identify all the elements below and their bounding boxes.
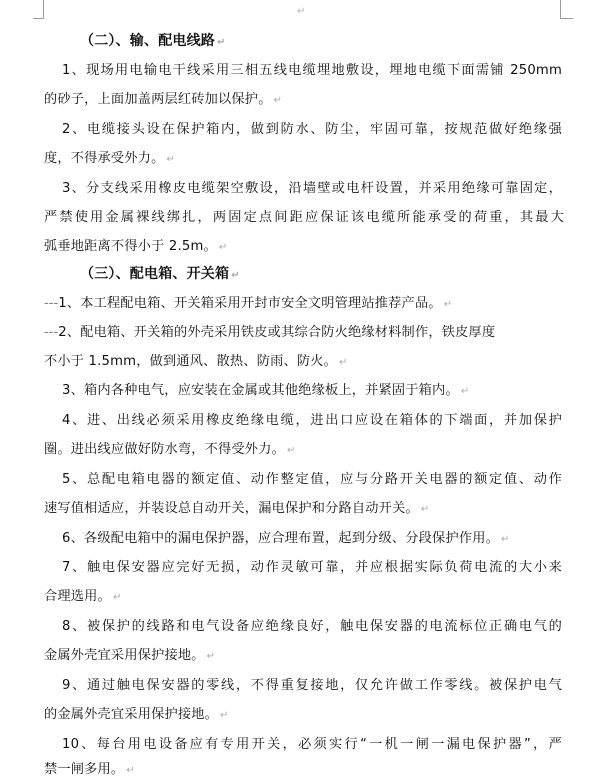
paragraph-line: ---2、配电箱、开关箱的外壳采用铁皮或其综合防火绝缘材料制作，铁皮厚度 [44,325,496,340]
margin-corner-mark [560,0,573,19]
paragraph-line: 的金属外壳宜采用保护接地。 ↵ [44,707,229,722]
paragraph-line: 金属外壳宜采用保护接地。 ↵ [44,648,216,663]
paragraph-line: 3、箱内各种电气，应安装在金属或其他绝缘板上，并紧固于箱内。 ↵ [62,383,470,398]
paragraph-line: 6、各级配电箱中的漏电保护器，应合理布置，起到分级、分段保护作用。 ↵ [62,531,510,546]
paragraph-line: 不小于 1.5mm，做到通风、散热、防雨、防火。 ↵ [44,354,348,369]
paragraph-line: 5、总配电箱电器的额定值、动作整定值，应与分路开关电器的额定值、动作 [62,472,562,487]
section-heading: （二）、输、配电线路 ↵ [80,33,226,49]
paragraph-line: 4、进、出线必须采用橡皮绝缘电缆，进出口应设在箱体的下端面，并加保护 [62,413,562,428]
paragraph-line: 10、每台用电设备应有专用开关，必须实行“一机一闸一漏电保护器”，严 [62,737,562,752]
paragraph-line: 严禁使用金属裸线绑扎，两固定点间距应保证该电缆所能承受的荷重，其最大 [44,210,564,225]
section-heading: （三）、配电箱、开关箱 ↵ [80,266,240,282]
paragraph-line: 圈。进出线应做好防水弯，不得受外力。 ↵ [44,442,296,457]
paragraph-line: ---1、本工程配电箱、开关箱采用开封市安全文明管理站推荐产品。 ↵ [44,296,453,311]
margin-corner-mark [33,0,44,19]
paragraph-line: 2、电缆接头设在保护箱内，做到防水、防尘，牢固可靠，按规范做好绝缘强 [62,122,562,137]
paragraph-line: 7、触电保安器应完好无损，动作灵敏可靠，并应根据实际负荷电流的大小来 [62,560,562,575]
paragraph-line: 速写值相适应，并装设总自动开关，漏电保护和分路自动开关。 ↵ [44,501,430,516]
paragraph-line: 3、分支线采用橡皮电缆架空敷设，沿墙壁或电杆设置，并采用绝缘可靠固定， [62,181,562,196]
paragraph-line: 9、通过触电保安器的零线，不得重复接地，仅允许做工作零线。被保护电气 [62,678,562,693]
paragraph-line: 弧垂地距离不得小于 2.5m。 ↵ [44,239,228,254]
paragraph-line: 1、现场用电输电干线采用三相五线电缆埋地敷设，埋地电缆下面需铺 250mm [62,63,562,78]
paragraph-line: 合理选用。 ↵ [44,589,122,604]
paragraph-line: 度，不得承受外力。 ↵ [44,151,176,166]
header-paragraph-mark: ↵ [297,6,306,17]
paragraph-line: 禁一闸多用。 ↵ [44,762,135,777]
paragraph-line: 的砂子，上面加盖两层红砖加以保护。 ↵ [44,92,283,107]
paragraph-line: 8、被保护的线路和电气设备应绝缘良好，触电保安器的电流标位正确电气的 [62,619,562,634]
